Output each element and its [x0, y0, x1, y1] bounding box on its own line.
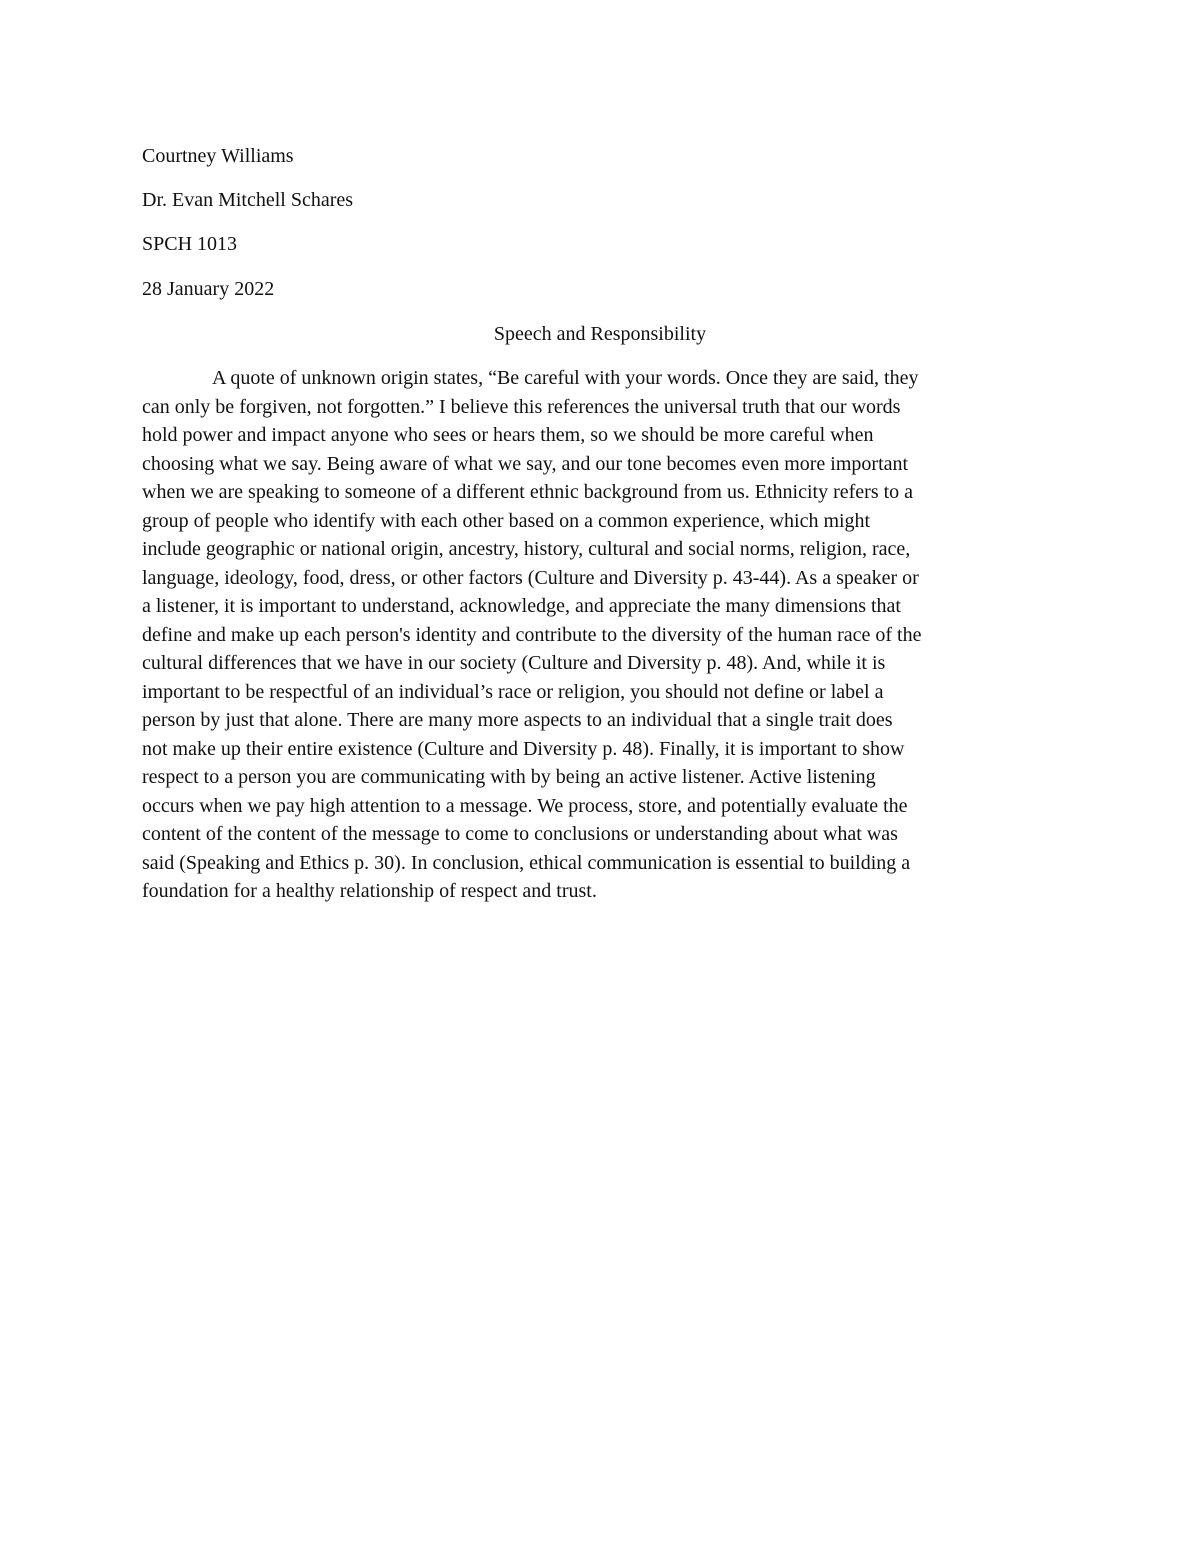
student-name: Courtney Williams — [142, 145, 294, 167]
body-line: important to be respectful of an individual’s race or religion, you should not define or label a — [142, 680, 884, 703]
body-line: language, ideology, food, dress, or other factors (Culture and Diversity p. 43-44). As a speaker or — [142, 566, 919, 589]
body-line: content of the content of the message to come to conclusions or understanding about what was — [142, 823, 898, 845]
body-line: a listener, it is important to understand, acknowledge, and appreciate the many dimensions that — [142, 595, 901, 617]
body-line: respect to a person you are communicating with by being an active listener. Active listening — [142, 766, 876, 788]
body-line: person by just that alone. There are many more aspects to an individual that a single trait does — [142, 709, 893, 731]
body-line: cultural differences that we have in our society (Culture and Diversity p. 48). And, while it is — [142, 652, 886, 674]
course-code: SPCH 1013 — [142, 233, 238, 255]
body-line: can only be forgiven, not forgotten.” I believe this references the universal truth that our words — [142, 395, 901, 418]
body-line: hold power and impact anyone who sees or hears them, so we should be more careful when — [142, 424, 874, 446]
body-line: occurs when we pay high attention to a message. We process, store, and potentially evaluate the — [142, 794, 908, 817]
body-line: choosing what we say. Being aware of what we say, and our tone becomes even more important — [142, 452, 909, 475]
body-line: not make up their entire existence (Culture and Diversity p. 48). Finally, it is important to show — [142, 737, 905, 760]
body-paragraph — [142, 364, 1072, 906]
instructor-name: Dr. Evan Mitchell Schares — [142, 189, 354, 211]
body-line: group of people who identify with each other based on a common experience, which might — [142, 509, 871, 532]
body-line: include geographic or national origin, ancestry, history, cultural and social norms, religion, race, — [142, 538, 911, 560]
document-date: 28 January 2022 — [142, 278, 275, 300]
document-title: Speech and Responsibility — [493, 323, 707, 345]
body-line: foundation for a healthy relationship of respect and trust. — [142, 880, 597, 902]
body-line: when we are speaking to someone of a different ethnic background from us. Ethnicity refers to a — [142, 481, 914, 503]
body-line: define and make up each person's identity and contribute to the diversity of the human race of the — [142, 623, 922, 646]
body-line: said (Speaking and Ethics p. 30). In conclusion, ethical communication is essential to building a — [142, 851, 911, 874]
body-line: A quote of unknown origin states, “Be careful with your words. Once they are said, they — [212, 367, 919, 389]
